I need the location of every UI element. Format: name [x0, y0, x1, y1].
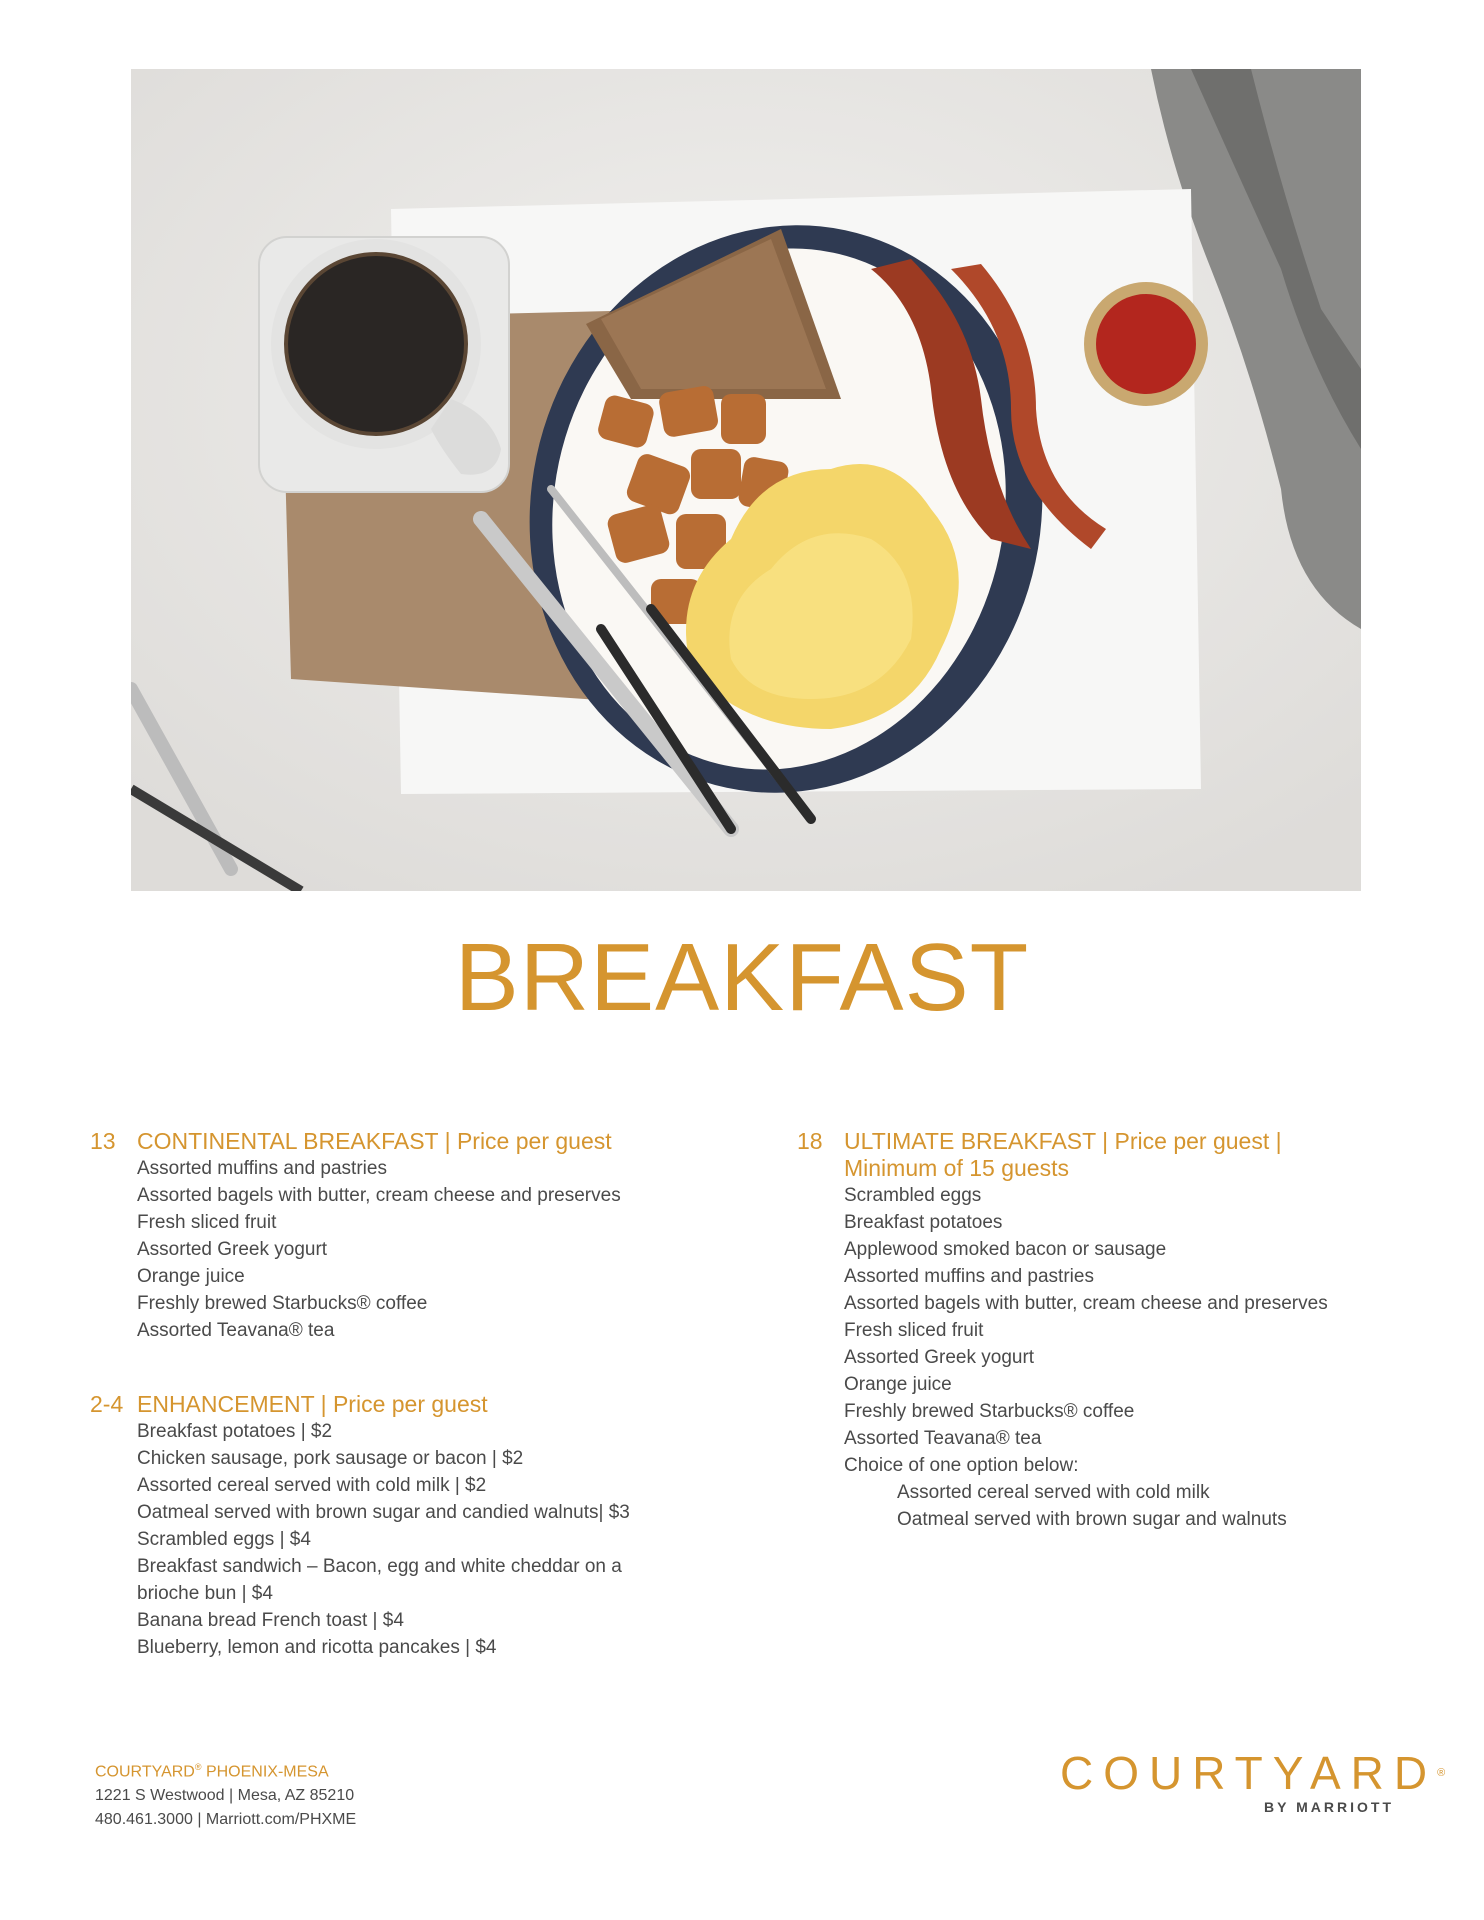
ultimate-items: [797, 1182, 1437, 1533]
list-item: Oatmeal served with brown sugar and candied walnuts| $3: [137, 1502, 630, 1523]
list-item: Orange juice: [844, 1374, 952, 1395]
footer-hotel-name: [95, 1755, 356, 1784]
logo-registered-mark: ®: [1437, 1767, 1446, 1779]
list-item: Assorted bagels with butter, cream cheese and preserves: [844, 1293, 1328, 1314]
logo-wordmark: [1060, 1747, 1446, 1799]
list-item: Assorted Teavana® tea: [137, 1320, 335, 1341]
sub-list-item: Oatmeal served with brown sugar and walnuts: [897, 1509, 1287, 1530]
list-item: Freshly brewed Starbucks® coffee: [137, 1293, 428, 1314]
list-item: Freshly brewed Starbucks® coffee: [844, 1401, 1135, 1422]
list-item: Breakfast potatoes: [844, 1212, 1003, 1233]
list-item: Assorted muffins and pastries: [137, 1158, 387, 1179]
continental-items: [90, 1155, 710, 1344]
list-item: brioche bun | $4: [137, 1583, 273, 1604]
list-item: Fresh sliced fruit: [137, 1212, 277, 1233]
list-item: Assorted Teavana® tea: [844, 1428, 1042, 1449]
list-item: Chicken sausage, pork sausage or bacon | $2: [137, 1448, 524, 1469]
list-item: Assorted muffins and pastries: [844, 1266, 1094, 1287]
footer-registered-mark: ®: [194, 1762, 202, 1772]
list-item: Assorted Greek yogurt: [844, 1347, 1035, 1368]
list-item: Breakfast sandwich – Bacon, egg and white cheddar on a: [137, 1556, 622, 1577]
ultimate-heading-line2: Minimum of 15 guests: [844, 1155, 1069, 1181]
list-item: Assorted Greek yogurt: [137, 1239, 328, 1260]
list-item: Fresh sliced fruit: [844, 1320, 984, 1341]
page-title: BREAKFAST: [454, 924, 1030, 1031]
enhancement-price: 2-4: [90, 1391, 124, 1417]
list-item: Banana bread French toast | $4: [137, 1610, 404, 1631]
logo-word: COURTYARD: [1060, 1747, 1438, 1799]
footer-location: PHOENIX-MESA: [201, 1763, 329, 1781]
footer-address: 1221 S Westwood | Mesa, AZ 85210: [95, 1787, 355, 1805]
enhancement-section: [90, 1391, 730, 1661]
list-item: Orange juice: [137, 1266, 245, 1287]
list-item: Choice of one option below:: [844, 1455, 1079, 1476]
footer-contact-block: [95, 1755, 356, 1832]
courtyard-logo: [1060, 1747, 1446, 1816]
breakfast-photo: [131, 69, 1361, 891]
list-item: Applewood smoked bacon or sausage: [844, 1239, 1167, 1260]
list-item: Blueberry, lemon and ricotta pancakes | $4: [137, 1637, 497, 1658]
continental-price: 13: [90, 1128, 116, 1154]
breakfast-photo-illustration: [131, 69, 1361, 891]
list-item: Assorted bagels with butter, cream cheese and preserves: [137, 1185, 621, 1206]
footer-phone-web: 480.461.3000 | Marriott.com/PHXME: [95, 1811, 357, 1829]
continental-section: [90, 1128, 710, 1344]
list-item: Scrambled eggs: [844, 1185, 982, 1206]
logo-subtitle: BY MARRIOTT: [1264, 1799, 1394, 1815]
ultimate-section: [797, 1128, 1437, 1533]
enhancement-heading: ENHANCEMENT | Price per guest: [137, 1391, 488, 1417]
enhancement-items: [90, 1418, 730, 1661]
sub-list-item: Assorted cereal served with cold milk: [897, 1482, 1210, 1503]
list-item: Breakfast potatoes | $2: [137, 1421, 333, 1442]
continental-heading: CONTINENTAL BREAKFAST | Price per guest: [137, 1128, 612, 1154]
list-item: Scrambled eggs | $4: [137, 1529, 311, 1550]
footer-brand: COURTYARD: [95, 1763, 195, 1781]
ultimate-price: 18: [797, 1128, 823, 1154]
list-item: Assorted cereal served with cold milk | $2: [137, 1475, 487, 1496]
ultimate-heading-line1: ULTIMATE BREAKFAST | Price per guest |: [844, 1128, 1282, 1154]
